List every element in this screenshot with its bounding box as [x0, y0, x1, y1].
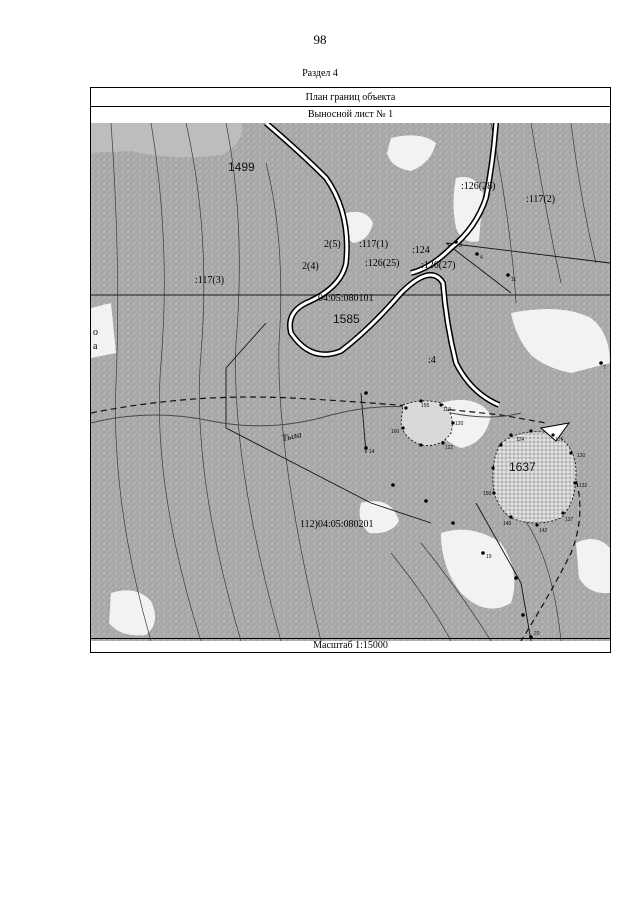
- parcel-label: 2(4): [302, 261, 319, 272]
- svg-text:132: 132: [579, 483, 588, 489]
- svg-text:20: 20: [534, 631, 540, 637]
- svg-text:150: 150: [483, 491, 492, 497]
- svg-text:11: 11: [511, 277, 517, 283]
- parcel-label: 2(5): [324, 239, 341, 250]
- sheet-label: Выносной лист № 1: [307, 109, 394, 120]
- svg-text:122: 122: [445, 445, 454, 451]
- parcel-label: :117(2): [526, 194, 556, 205]
- edge-letter: о: [93, 327, 98, 338]
- block-number-1499: 1499: [228, 160, 255, 174]
- parcel-label: :126(27): [421, 260, 456, 271]
- parcel-label: 112)04:05:080201: [300, 519, 374, 530]
- svg-text:126: 126: [555, 437, 564, 443]
- area-1637: [493, 432, 576, 523]
- edge-letter: а: [93, 341, 98, 352]
- page-number: 98: [313, 32, 327, 47]
- boundary-plan-table: [90, 87, 611, 653]
- svg-text:124: 124: [516, 437, 525, 443]
- topographic-map: [91, 123, 610, 641]
- svg-text:19: 19: [486, 554, 492, 560]
- river-name-label: Тыла: [281, 429, 303, 443]
- svg-text:118: 118: [443, 407, 451, 413]
- plan-title: План границ объекта: [91, 88, 610, 107]
- svg-text:120: 120: [455, 421, 464, 427]
- parcel-label: :124: [412, 245, 430, 256]
- svg-text:142: 142: [539, 528, 548, 534]
- svg-text:137: 137: [565, 517, 574, 523]
- block-number-1585: 1585: [333, 312, 360, 326]
- parcel-label: :117(1): [359, 239, 389, 250]
- svg-text:130: 130: [577, 453, 586, 459]
- map-view[interactable]: [91, 123, 610, 641]
- svg-text:3: 3: [459, 243, 462, 249]
- svg-text:160: 160: [391, 429, 400, 435]
- scale-label: Масштаб 1:15000: [91, 638, 610, 652]
- parcel-label: :117(3): [195, 275, 225, 286]
- parcel-label: :4: [428, 355, 436, 366]
- block-number-1637: 1637: [509, 460, 536, 474]
- svg-text:4: 4: [480, 255, 483, 261]
- svg-text:155: 155: [421, 403, 430, 409]
- svg-text:14: 14: [369, 449, 375, 455]
- svg-text:145: 145: [503, 521, 512, 527]
- section-label: Раздел 4: [302, 68, 338, 79]
- svg-text:7: 7: [603, 365, 606, 371]
- parcel-label: :126(28): [461, 181, 496, 192]
- parcel-label: :126(25): [365, 258, 400, 269]
- parcel-label: 04:05:080101: [318, 293, 374, 304]
